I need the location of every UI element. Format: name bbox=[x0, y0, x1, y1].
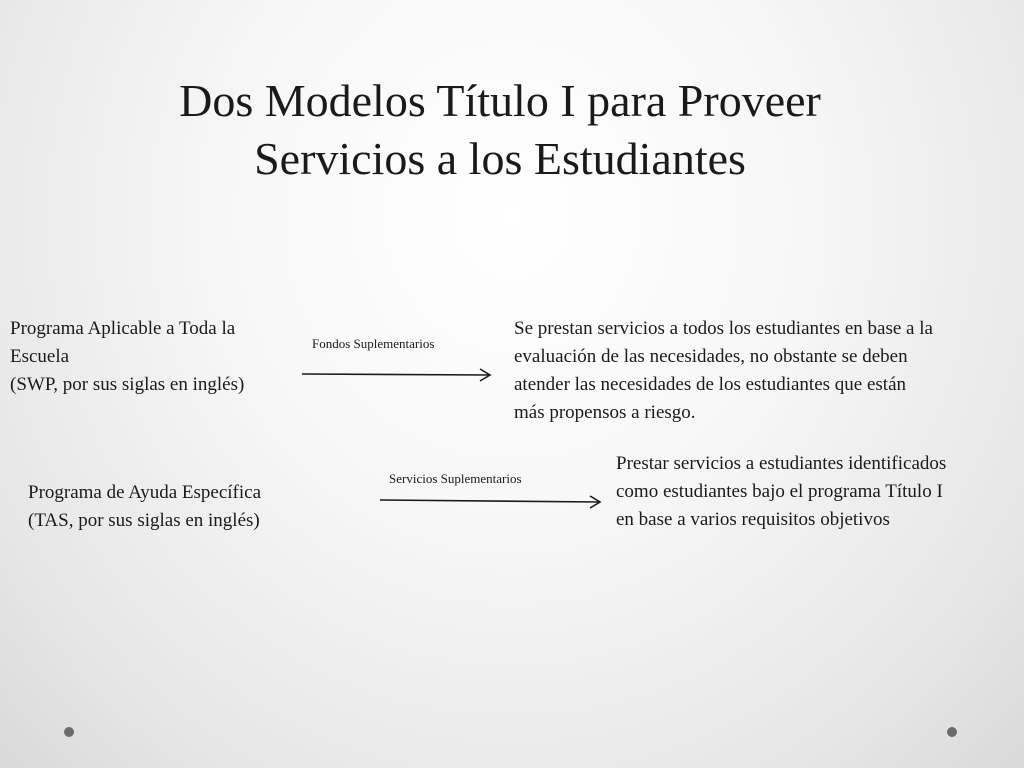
slide-title-line-2: Servicios a los Estudiantes bbox=[254, 133, 746, 184]
dot-icon bbox=[947, 727, 957, 737]
swp-program-label bbox=[10, 315, 244, 399]
tas-description bbox=[616, 450, 946, 534]
tas-program-line-2: (TAS, por sus siglas en inglés) bbox=[28, 510, 260, 531]
swp-description-line-4: más propensos a riesgo. bbox=[514, 402, 696, 423]
swp-description bbox=[514, 315, 933, 427]
swp-description-line-1: Se prestan servicios a todos los estudiantes en base a la bbox=[514, 318, 933, 339]
right-arrow-icon bbox=[300, 366, 494, 386]
tas-arrow-caption: Servicios Suplementarios bbox=[389, 471, 522, 486]
swp-arrow-caption: Fondos Suplementarios bbox=[312, 336, 435, 351]
right-arrow-icon bbox=[378, 492, 604, 512]
tas-program-label bbox=[28, 479, 261, 535]
dot-icon bbox=[64, 727, 74, 737]
tas-program-line-1: Programa de Ayuda Específica bbox=[28, 482, 262, 503]
slide-title-line-1: Dos Modelos Título I para Proveer bbox=[179, 75, 821, 126]
swp-description-line-3: atender las necesidades de los estudiantes que están bbox=[514, 374, 906, 395]
swp-program-line-3: (SWP, por sus siglas en inglés) bbox=[10, 374, 245, 395]
swp-program-line-1: Programa Aplicable a Toda la bbox=[10, 318, 236, 339]
tas-description-line-1: Prestar servicios a estudiantes identificados bbox=[616, 453, 947, 474]
swp-program-line-2: Escuela bbox=[10, 346, 70, 367]
tas-description-line-2: como estudiantes bajo el programa Título I bbox=[616, 481, 943, 502]
slide-title bbox=[0, 72, 1000, 188]
tas-description-line-3: en base a varios requisitos objetivos bbox=[616, 509, 890, 530]
swp-description-line-2: evaluación de las necesidades, no obstante se deben bbox=[514, 346, 908, 367]
